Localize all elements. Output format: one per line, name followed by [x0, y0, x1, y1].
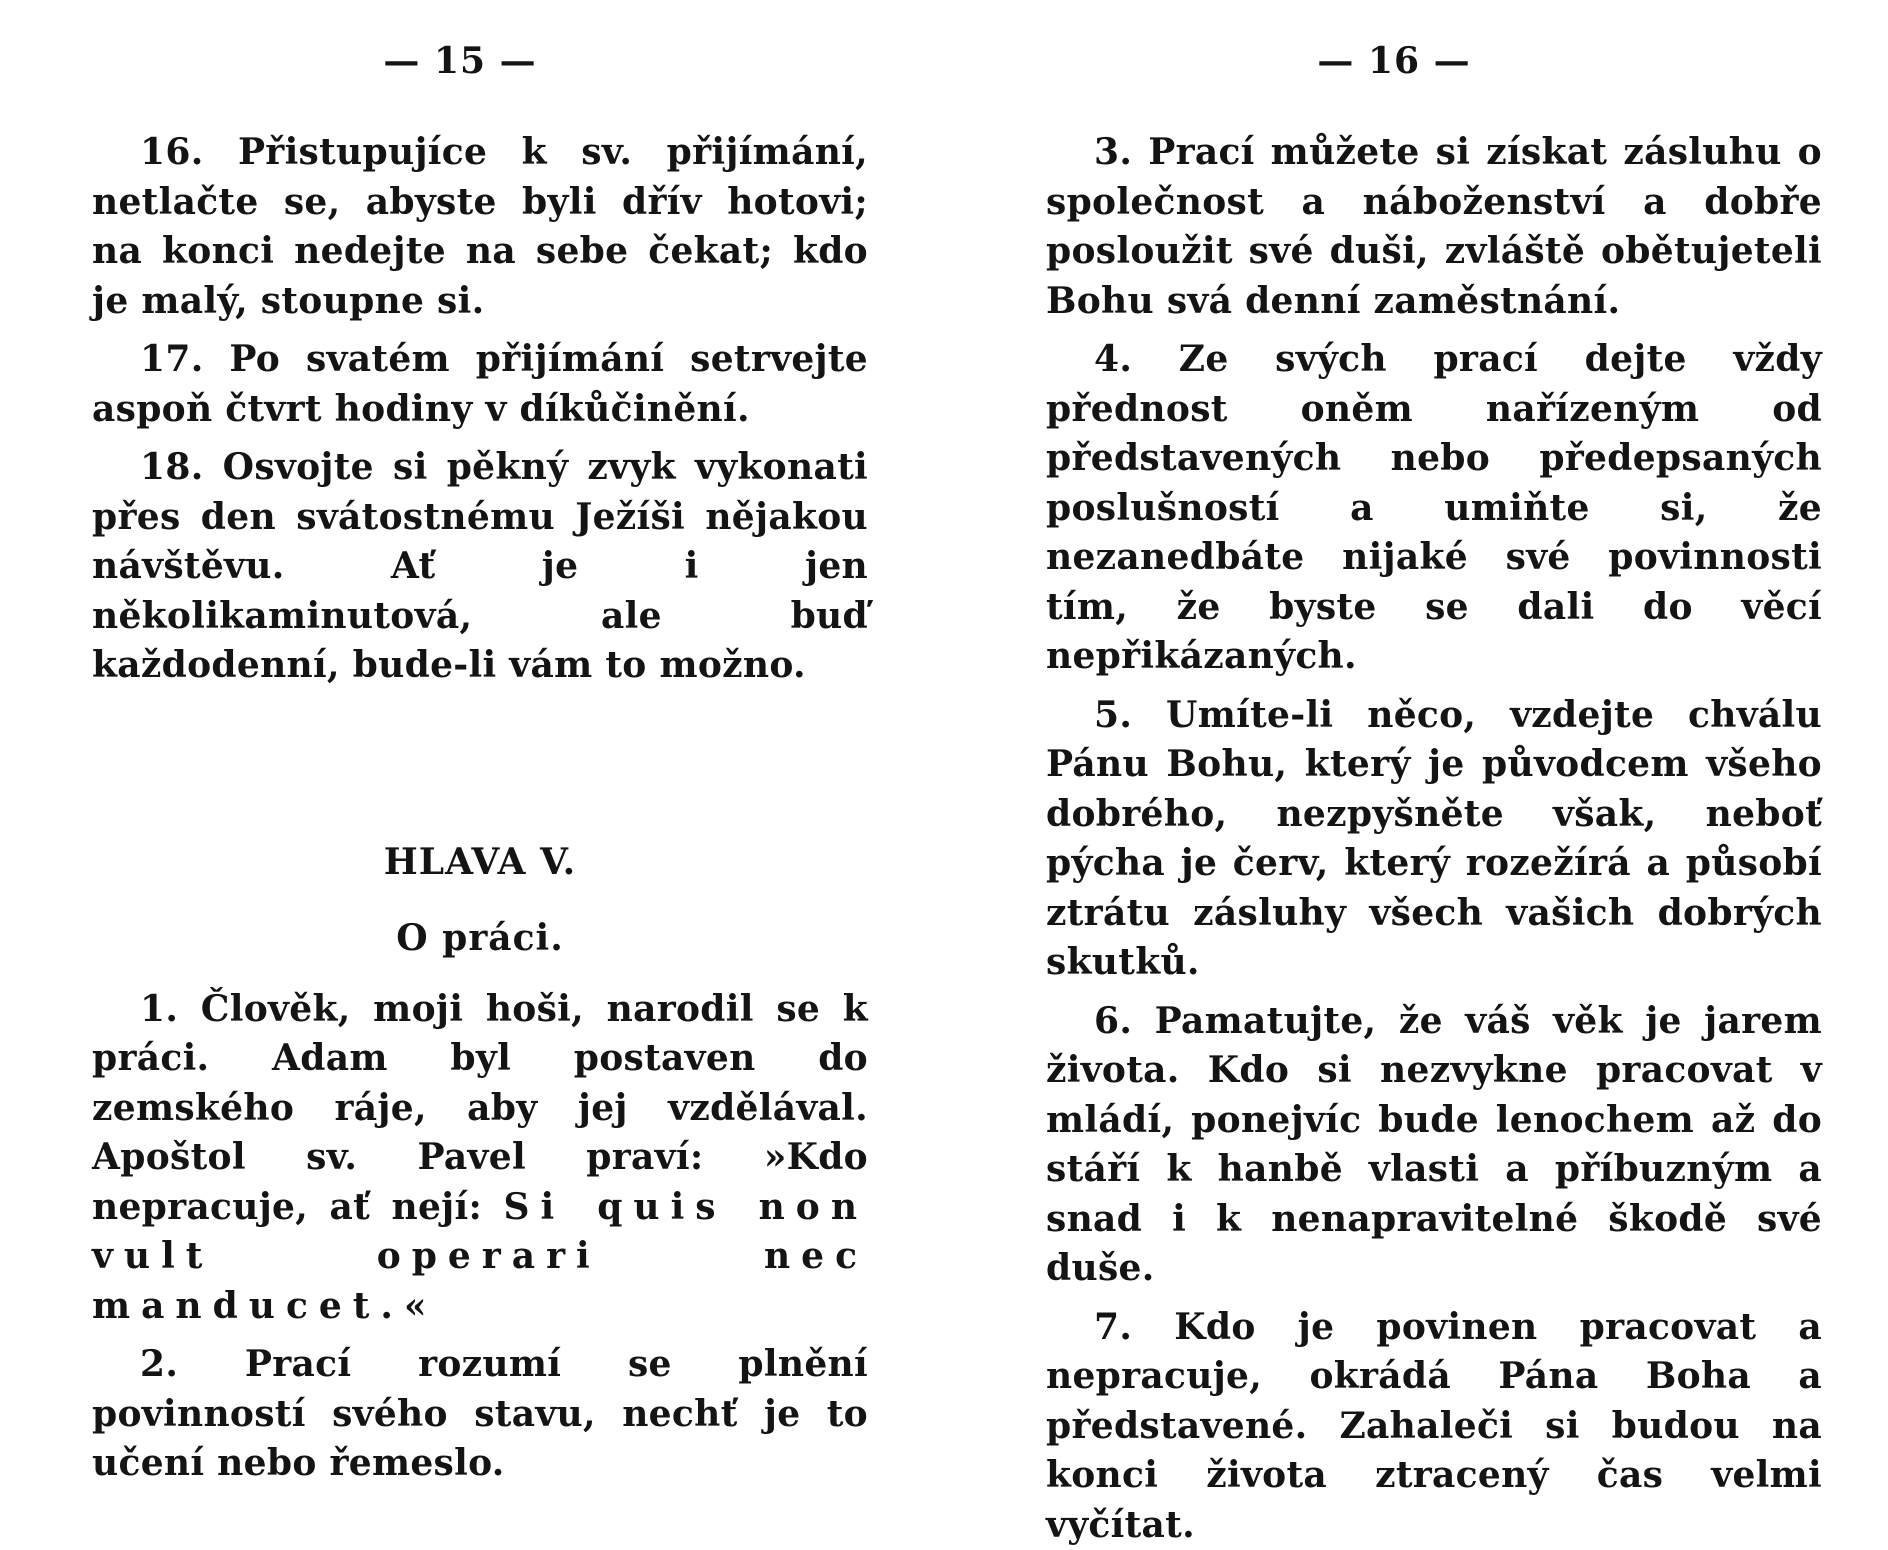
quote-close: « [404, 1285, 427, 1327]
page-number-left: — 15 — [72, 40, 848, 82]
paragraph-1-text: 1. Člověk, moji hoši, narodil se k práci. Adam byl postaven do zemského ráje, aby jej vzdělával. Apoštol sv. Pavel praví: »Kdo nepracuje, ať nejí: [92, 988, 868, 1228]
page-number-right: — 16 — [1006, 40, 1782, 82]
paragraph-2: 2. Prací rozumí se plnění povinností svého stavu, nechť je to učení nebo řemeslo. [92, 1340, 868, 1489]
paragraph-16: 16. Přistupujíce k sv. přijímání, netlačte se, abyste byli dřív hotovi; na konci nedejte na sebe čekat; kdo je malý, stoupne si. [92, 128, 868, 326]
left-page-content [92, 128, 868, 1489]
paragraph-7: 7. Kdo je povinen pracovat a nepracuje, okrádá Pána Boha a představené. Zahaleči si budou na konci života ztracený čas velmi vyčítat. [1046, 1303, 1822, 1550]
left-page [92, 0, 868, 1500]
chapter-subtitle: O práci. [92, 917, 868, 959]
paragraph-1 [92, 985, 868, 1332]
right-page [1046, 0, 1822, 1500]
right-page-content [1046, 128, 1822, 1550]
paragraph-17: 17. Po svatém přijímání setrvejte aspoň čtvrt hodiny v díkůčinění. [92, 335, 868, 434]
latin-quote: Si quis non vult operari nec manducet. [92, 1186, 868, 1327]
chapter-title: HLAVA V. [92, 841, 868, 883]
paragraph-6: 6. Pamatujte, že váš věk je jarem života. Kdo si nezvykne pracovat v mládí, ponejvíc bude lenochem až do stáří k hanbě vlasti a příbuzným a snad i k nenapravitelné škodě své duše. [1046, 997, 1822, 1294]
paragraph-5: 5. Umíte-li něco, vzdejte chválu Pánu Bohu, který je původcem všeho dobrého, nezpyšněte však, neboť pýcha je červ, který rozežírá a působí ztrátu zásluhy všech vašich dobrých skutků. [1046, 691, 1822, 988]
paragraph-3: 3. Prací můžete si získat zásluhu o společnost a náboženství a dobře posloužit své duši, zvláště obětujeteli Bohu svá denní zaměstnání. [1046, 128, 1822, 326]
paragraph-18: 18. Osvojte si pěkný zvyk vykonati přes den svátostnému Ježíši nějakou návštěvu. Ať je i jen několikaminutová, ale buď každodenní, bude-li vám to možno. [92, 443, 868, 691]
paragraph-4: 4. Ze svých prací dejte vždy přednost oněm nařízeným od představených nebo předepsaných poslušností a umiňte si, že nezanedbáte nijaké své povinnosti tím, že byste se dali do věcí nepřikázaných. [1046, 335, 1822, 682]
